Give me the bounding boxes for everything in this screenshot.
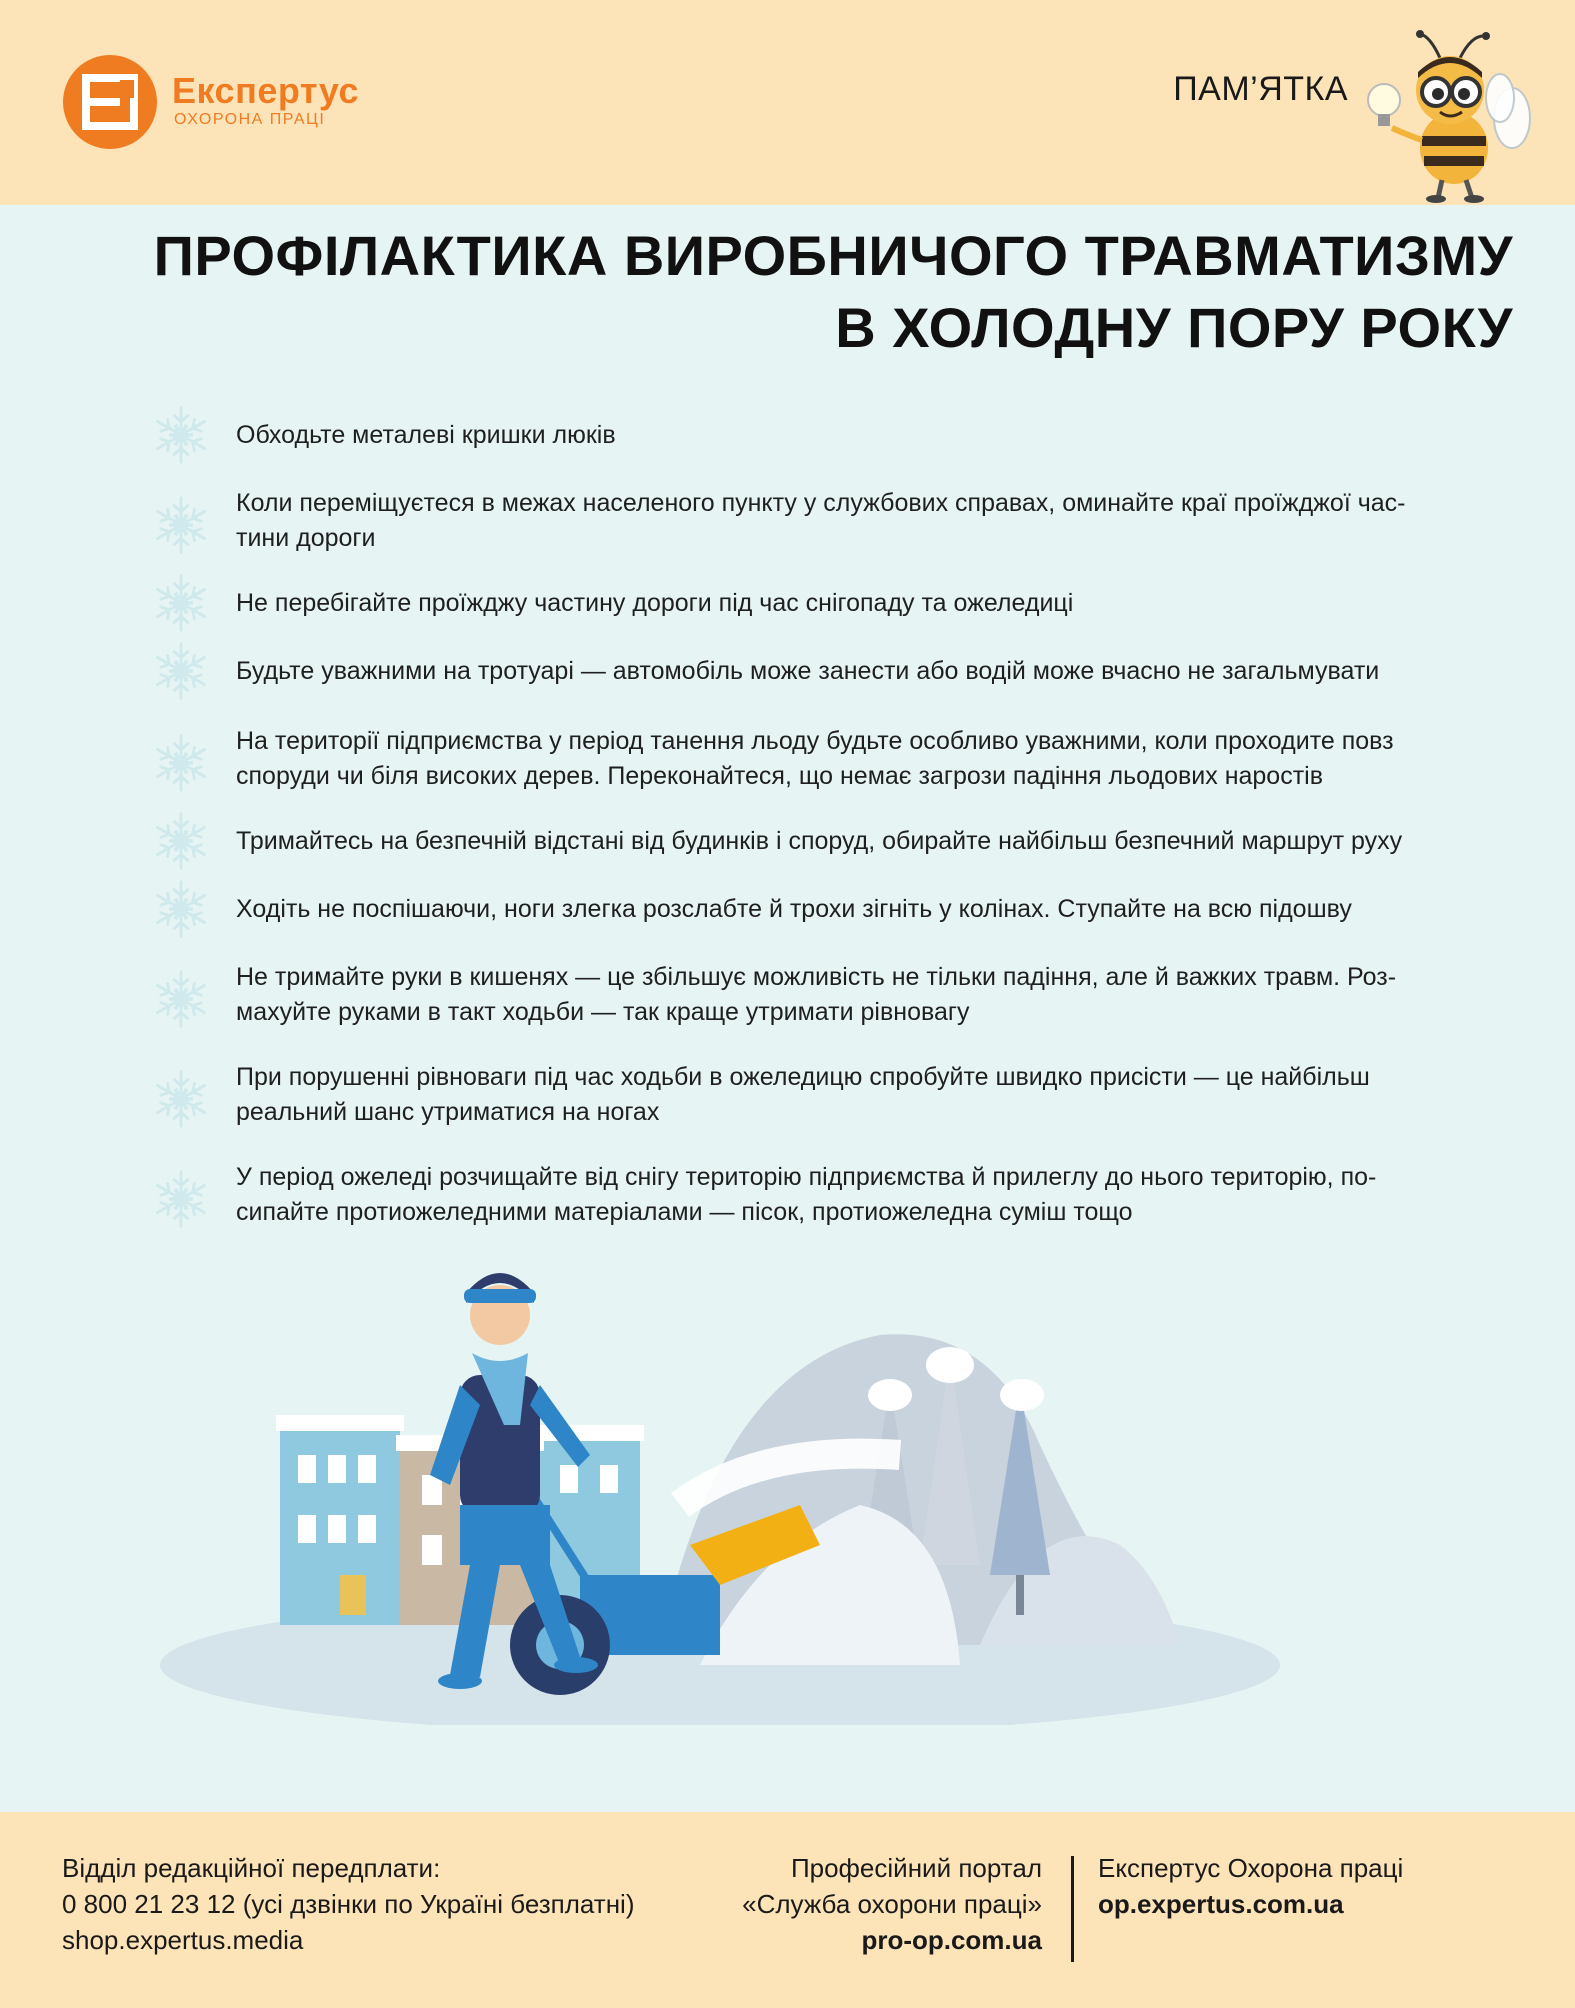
- tip-text-line-1: Ходіть не поспішаючи, ноги злегка розслабте й трохи зігніть у колінах. Ступайте на всю підошву: [236, 895, 1352, 923]
- tip-text: [236, 1160, 1512, 1230]
- brand-name: Експертус: [172, 70, 360, 111]
- tip-text-line-1: Не тримайте руки в кишенях — це збільшує можливість не тільки падіння, але й важких травм. Роз-: [236, 963, 1397, 991]
- snow-blower-illustration: [160, 1245, 1280, 1725]
- tip-text-line-1: Будьте уважними на тротуарі — автомобіль може занести або водій може вчасно не загальмувати: [236, 657, 1380, 685]
- footer-expertus-link[interactable]: op.expertus.com.ua: [1098, 1889, 1344, 1919]
- snowflake-icon: [150, 640, 212, 702]
- tip-text-line-2: споруди чи біля високих дерев. Переконайтеся, що немає загрози падіння льодових наростів: [236, 762, 1323, 790]
- footer-phone[interactable]: 0 800 21 23 12 (усі дзвінки по Україні безплатні): [62, 1889, 635, 1919]
- footer-shop-link[interactable]: shop.expertus.media: [62, 1925, 304, 1955]
- snowflake-icon: [150, 810, 212, 872]
- footer-subscription-title: Відділ редакційної передплати:: [62, 1853, 441, 1883]
- bee-mascot-icon: [1362, 28, 1532, 203]
- title-line-2: В ХОЛОДНУ ПОРУ РОКУ: [835, 296, 1513, 359]
- tip-text-line-1: На території підприємства у період танення льоду будьте особливо уважними, коли проходите повз: [236, 727, 1394, 755]
- snowflake-icon: [150, 1168, 212, 1230]
- tip-text-line-1: При порушенні рівноваги під час ходьби в ожеледицю спробуйте швидко присісти — це найбільш: [236, 1063, 1370, 1091]
- tip-text: [236, 960, 1512, 1030]
- tip-text: [236, 724, 1512, 794]
- tip-text: [236, 824, 1512, 859]
- tip-text: [236, 892, 1512, 927]
- title-line-1: ПРОФІЛАКТИКА ВИРОБНИЧОГО ТРАВМАТИЗМУ: [153, 224, 1513, 287]
- footer-portal: [742, 1850, 1042, 1958]
- footer-portal-name: «Служба охорони праці»: [742, 1889, 1042, 1919]
- footer-subscription: [62, 1850, 634, 1958]
- snowflake-icon: [150, 572, 212, 634]
- tip-text-line-1: Коли переміщуєтеся в межах населеного пункту у службових справах, оминайте краї проїжджої час-: [236, 489, 1406, 517]
- snowflake-icon: [150, 494, 212, 556]
- tip-text: [236, 654, 1512, 689]
- snowflake-icon: [150, 732, 212, 794]
- tip-text: [236, 486, 1512, 556]
- page-title: [93, 220, 1513, 364]
- tip-text: [236, 418, 1512, 453]
- snowflake-icon: [150, 968, 212, 1030]
- footer-portal-link[interactable]: pro-op.com.ua: [861, 1925, 1042, 1955]
- snowflake-icon: [150, 1068, 212, 1130]
- header: [0, 0, 1575, 205]
- tip-text-line-1: Обходьте металеві кришки люків: [236, 421, 616, 449]
- footer-portal-title: Професійний портал: [790, 1853, 1042, 1883]
- tip-text: [236, 586, 1512, 621]
- tip-text-line-2: сипайте протиожеледними матеріалами — пісок, протиожеледна суміш тощо: [236, 1198, 1133, 1226]
- tip-text: [236, 1060, 1512, 1130]
- footer-expertus-title: Експертус Охорона праці: [1098, 1853, 1404, 1883]
- tip-text-line-1: Не перебігайте проїжджу частину дороги під час снігопаду та ожеледиці: [236, 589, 1074, 617]
- footer: [0, 1812, 1575, 2008]
- footer-divider: [1071, 1856, 1074, 1962]
- tip-text-line-1: У період ожеледі розчищайте від снігу територію підприємства й прилеглу до нього територію, по-: [236, 1163, 1377, 1191]
- tip-text-line-2: реальний шанс утриматися на ногах: [236, 1098, 660, 1126]
- expertus-logo-icon[interactable]: [62, 54, 158, 150]
- brand-subtitle: ОХОРОНА ПРАЦІ: [174, 111, 326, 128]
- tip-text-line-2: тини дороги: [236, 524, 376, 552]
- snowflake-icon: [150, 878, 212, 940]
- snowflake-icon: [150, 404, 212, 466]
- footer-expertus: [1098, 1850, 1403, 1922]
- tip-text-line-1: Тримайтесь на безпечній відстані від будинків і споруд, обирайте найбільш безпечний маршрут руху: [236, 827, 1403, 855]
- memo-label: ПАМ’ЯТКА: [1173, 70, 1348, 108]
- tip-text-line-2: махуйте руками в такт ходьби — так краще утримати рівновагу: [236, 998, 970, 1026]
